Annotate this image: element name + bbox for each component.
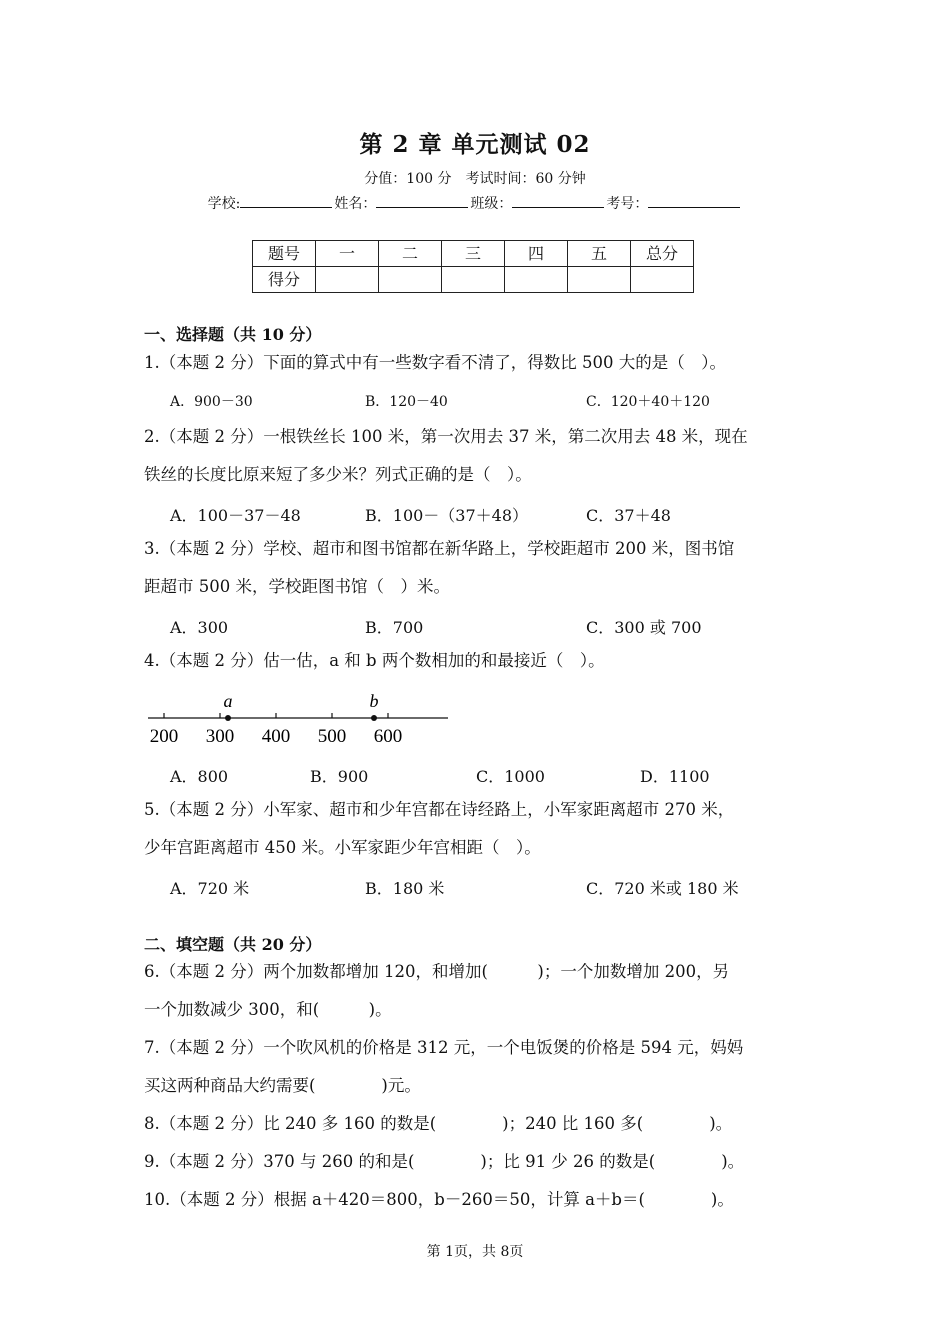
number-blank[interactable] (648, 193, 740, 208)
q4-option-a[interactable]: A．800 (170, 767, 229, 786)
q4-option-c[interactable]: C．1000 (476, 767, 545, 786)
name-blank[interactable] (376, 193, 468, 208)
page-title: 第 2 章 单元测试 02 (359, 131, 591, 158)
question-9: 9.（本题 2 分）370 与 260 的和是( )；比 91 少 26 的数是( )。 (144, 1152, 745, 1171)
question-3-line-2: 距超市 500 米，学校距图书馆（ ）米。 (144, 577, 450, 596)
point-a (225, 715, 231, 721)
question-5-line-1: 5.（本题 2 分）小军家、超市和少年宫都在诗经路上，小军家距离超市 270 米， (144, 800, 735, 819)
tick-label: 200 (149, 726, 179, 747)
q3-option-a[interactable]: A．300 (170, 618, 229, 637)
field-name-label: 姓名： (334, 196, 377, 212)
score-cell: 得分 (253, 267, 316, 293)
q2-option-a[interactable]: A．100－37－48 (170, 506, 301, 525)
question-2-line-1: 2.（本题 2 分）一根铁丝长 100 米，第一次用去 37 米，第二次用去 48 米，现在 (144, 427, 748, 446)
score-cell: 四 (505, 241, 568, 267)
q5-option-b[interactable]: B．180 米 (365, 879, 445, 898)
question-7-line-2: 买这两种商品大约需要( )元。 (144, 1076, 421, 1095)
tick-label: 400 (261, 726, 291, 747)
q4-option-b[interactable]: B．900 (310, 767, 369, 786)
tick-label: 500 (317, 726, 347, 747)
score-cell: 五 (568, 241, 631, 267)
score-input-cell[interactable] (379, 267, 442, 293)
q5-option-c[interactable]: C．720 米或 180 米 (586, 879, 739, 898)
section-1-title: 一、选择题（共 10 分） (144, 325, 322, 344)
q3-option-c[interactable]: C．300 或 700 (586, 618, 702, 637)
question-6-line-2: 一个加数减少 300，和( )。 (144, 1000, 392, 1019)
exam-meta: 分值：100 分 考试时间：60 分钟 (364, 171, 586, 187)
page-footer: 第 1页，共 8页 (426, 1244, 524, 1260)
question-8: 8.（本题 2 分）比 240 多 160 的数是( )；240 比 160 多( )。 (144, 1114, 733, 1133)
score-cell: 题号 (253, 241, 316, 267)
q1-option-b[interactable]: B．120－40 (365, 394, 448, 410)
question-6-line-1: 6.（本题 2 分）两个加数都增加 120，和增加( )；一个加数增加 200，另 (144, 962, 730, 981)
question-10: 10.（本题 2 分）根据 a＋420＝800，b－260＝50，计算 a＋b＝( )。 (144, 1190, 734, 1209)
score-input-cell[interactable] (442, 267, 505, 293)
question-2-line-2: 铁丝的长度比原来短了多少米？列式正确的是（ ）。 (144, 465, 532, 484)
field-school-label: 学校: (207, 196, 241, 212)
score-table (252, 240, 694, 293)
q1-option-c[interactable]: C．120＋40＋120 (586, 394, 710, 410)
question-7-line-1: 7.（本题 2 分）一个吹风机的价格是 312 元，一个电饭煲的价格是 594 元，妈妈 (144, 1038, 744, 1057)
point-a-label: a (223, 691, 233, 711)
number-line (144, 690, 454, 750)
q4-option-d[interactable]: D．1100 (640, 767, 710, 786)
q1-option-a[interactable]: A．900－30 (170, 394, 253, 410)
student-info-line (0, 193, 950, 213)
field-number-label: 考号： (606, 196, 649, 212)
score-cell: 二 (379, 241, 442, 267)
q5-option-a[interactable]: A．720 米 (170, 879, 250, 898)
tick-label: 300 (205, 726, 235, 747)
point-b-label: b (369, 691, 379, 711)
score-input-cell[interactable] (505, 267, 568, 293)
question-1: 1.（本题 2 分）下面的算式中有一些数字看不清了，得数比 500 大的是（ ）。 (144, 353, 726, 372)
score-input-cell[interactable] (631, 267, 694, 293)
score-cell: 一 (316, 241, 379, 267)
q2-option-b[interactable]: B．100－（37＋48） (365, 506, 529, 525)
q3-option-b[interactable]: B．700 (365, 618, 424, 637)
score-input-cell[interactable] (568, 267, 631, 293)
class-blank[interactable] (512, 193, 604, 208)
q2-option-c[interactable]: C．37＋48 (586, 506, 671, 525)
field-class-label: 班级： (470, 196, 513, 212)
score-cell: 三 (442, 241, 505, 267)
score-cell: 总分 (631, 241, 694, 267)
score-input-cell[interactable] (316, 267, 379, 293)
question-3-line-1: 3.（本题 2 分）学校、超市和图书馆都在新华路上，学校距超市 200 米，图书馆 (144, 539, 735, 558)
question-4: 4.（本题 2 分）估一估，a 和 b 两个数相加的和最接近（ ）。 (144, 651, 605, 670)
score-table-score-row (253, 267, 694, 293)
section-2-title: 二、填空题（共 20 分） (144, 935, 322, 954)
tick-label: 600 (373, 726, 403, 747)
point-b (371, 715, 377, 721)
school-blank[interactable] (240, 193, 332, 208)
score-table-header-row (253, 241, 694, 267)
question-5-line-2: 少年宫距离超市 450 米。小军家距少年宫相距（ ）。 (144, 838, 541, 857)
